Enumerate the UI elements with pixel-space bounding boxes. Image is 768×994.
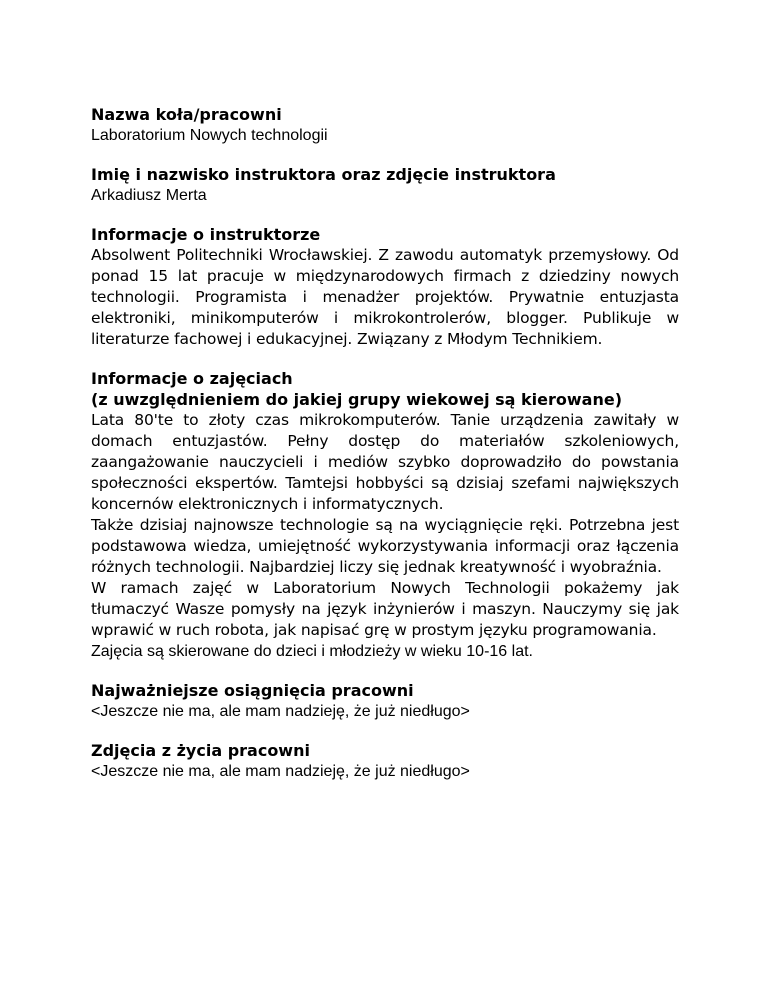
instructor-name-heading: Imię i nazwisko instruktora oraz zdjęcie instruktora [91, 165, 556, 184]
section-instructor-info [91, 224, 679, 350]
photos-value: <Jeszcze nie ma, ale mam nadzieję, że już niedługo> [91, 763, 470, 780]
section-photos [91, 740, 679, 782]
classes-info-paragraph-3: W ramach zajęć w Laboratorium Nowych Technologii pokażemy jak tłumaczyć Wasze pomysły na język inżynierów i maszyn. Nauczymy się jak wprawić w ruch robota, jak napisać grę w prostym języku programowania. [91, 579, 679, 639]
achievements-heading: Najważniejsze osiągnięcia pracowni [91, 681, 414, 700]
classes-info-paragraph-4: Zajęcia są skierowane do dzieci i młodzieży w wieku 10-16 lat. [91, 643, 533, 660]
classes-info-subheading: (z uwzględnieniem do jakiej grupy wiekowej są kierowane) [91, 390, 623, 409]
classes-info-paragraph-1: Lata 80'te to złoty czas mikrokomputerów. Tanie urządzenia zawitały w domach entuzjastów. Pełny dostęp do materiałów szkoleniowych, zaangażowanie nauczycieli i mediów szybko doprowadziło do powstania społeczności ekspertów. Tamtejsi hobbyści są dzisiaj szefami największych koncernów elektronicznych i informatycznych. [91, 411, 679, 513]
circle-name-value: Laboratorium Nowych technologii [91, 127, 328, 144]
instructor-info-text: Absolwent Politechniki Wrocławskiej. Z zawodu automatyk przemysłowy. Od ponad 15 lat pracuje w międzynarodowych firmach z dziedziny nowych technologii. Programista i menadżer projektów. Prywatnie entuzjasta elektroniki, minikomputerów i mikrokontrolerów, blogger. Publikuje w literaturze fachowej i edukacyjnej. Związany z Młodym Technikiem. [91, 246, 679, 348]
instructor-name-value: Arkadiusz Merta [91, 187, 207, 204]
photos-heading: Zdjęcia z życia pracowni [91, 741, 310, 760]
achievements-value: <Jeszcze nie ma, ale mam nadzieję, że już niedługo> [91, 703, 470, 720]
section-circle-name [91, 104, 679, 146]
section-classes-info [91, 368, 679, 662]
section-instructor-name [91, 164, 679, 206]
classes-info-heading: Informacje o zajęciach [91, 369, 293, 388]
circle-name-heading: Nazwa koła/pracowni [91, 105, 282, 124]
classes-info-paragraph-2: Także dzisiaj najnowsze technologie są na wyciągnięcie ręki. Potrzebna jest podstawowa wiedza, umiejętność wykorzystywania informacji oraz łączenia różnych technologii. Najbardziej liczy się jednak kreatywność i wyobraźnia. [91, 516, 679, 576]
section-achievements [91, 680, 679, 722]
document-page [91, 104, 679, 800]
instructor-info-heading: Informacje o instruktorze [91, 225, 321, 244]
